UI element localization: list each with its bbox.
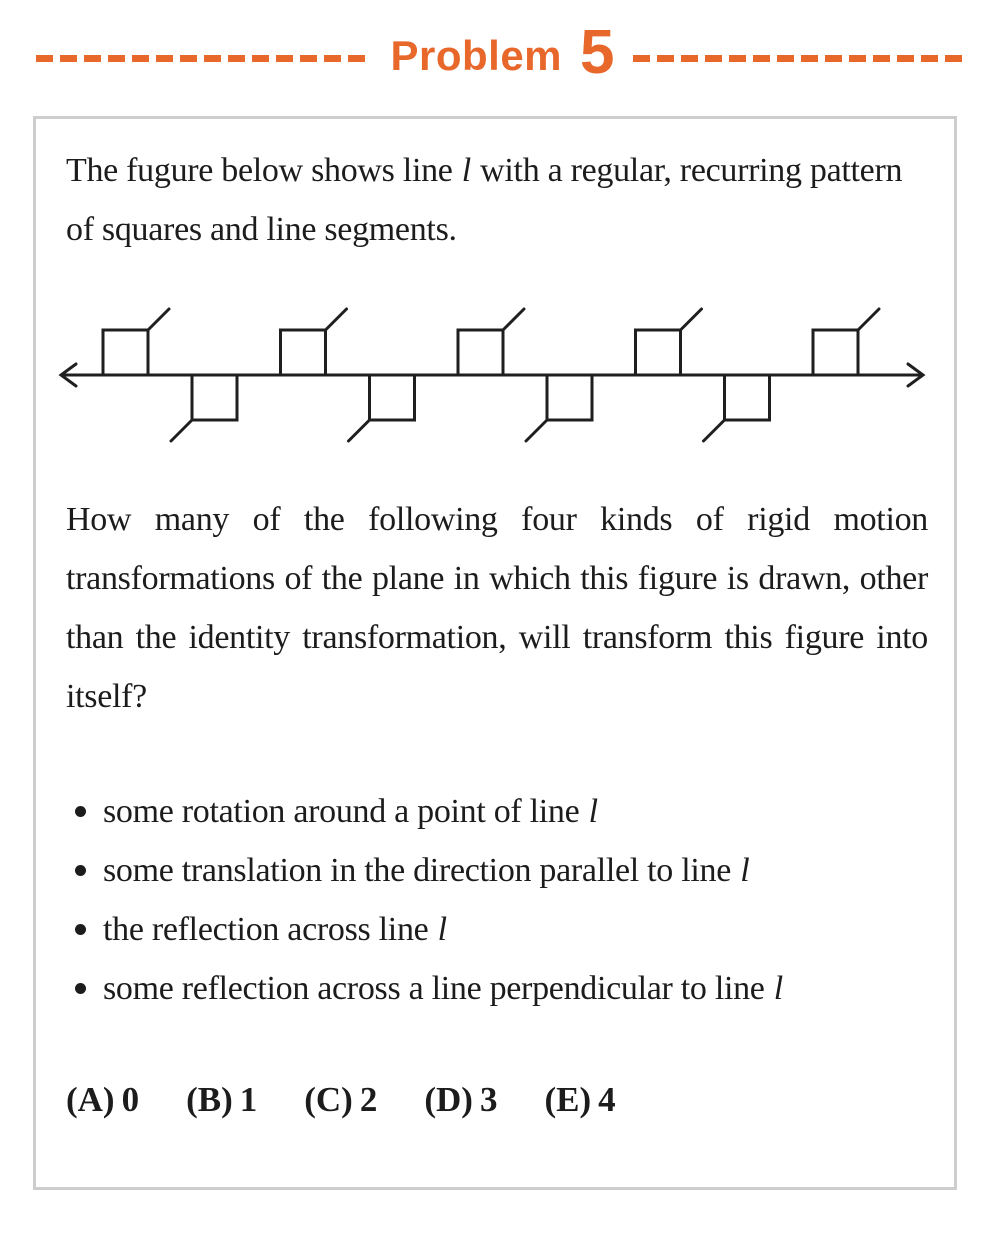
list-item — [66, 959, 928, 1018]
choice-B — [186, 1080, 257, 1120]
pattern-tick-below — [704, 420, 725, 441]
choice-label: (B) — [186, 1080, 233, 1119]
pattern-tick-above — [148, 309, 169, 330]
choice-value: 1 — [239, 1080, 258, 1119]
line-l-symbol: l — [773, 970, 783, 1007]
line-l-symbol: l — [461, 152, 471, 189]
choice-E — [544, 1080, 615, 1120]
pattern-tick-above — [858, 309, 879, 330]
choice-label: (C) — [304, 1080, 353, 1119]
intro-text-before: The fugure below shows line — [66, 152, 461, 189]
bullet-text: some rotation around a point of line — [103, 793, 588, 830]
choice-value: 4 — [598, 1080, 616, 1119]
bullet-text: the reflection across line — [103, 911, 437, 948]
pattern-square-below — [370, 375, 415, 420]
pattern-tick-above — [503, 309, 524, 330]
transformation-list — [66, 782, 928, 1018]
pattern-tick-below — [171, 420, 192, 441]
choice-value: 3 — [479, 1080, 498, 1119]
choice-label: (A) — [66, 1080, 115, 1119]
dashed-rule-left — [36, 55, 372, 62]
intro-text-after: with a regular, recurring pattern of squares and line segments. — [66, 152, 903, 248]
pattern-tick-below — [526, 420, 547, 441]
line-l-symbol: l — [740, 852, 750, 889]
bullet-icon — [75, 924, 86, 935]
bullet-icon — [75, 983, 86, 994]
pattern-square-above — [103, 330, 148, 375]
question-paragraph: How many of the following four kinds of rigid motion transformations of the plane in which this figure is drawn, other than the identity transformation, will transform this figure into itself? — [66, 501, 928, 715]
pattern-tick-above — [681, 309, 702, 330]
bullet-text: some reflection across a line perpendicular to line — [103, 970, 773, 1007]
pattern-square-below — [725, 375, 770, 420]
pattern-square-above — [281, 330, 326, 375]
bullet-icon — [75, 806, 86, 817]
list-item — [66, 900, 928, 959]
problem-header — [0, 16, 1005, 88]
pattern-tick-above — [326, 309, 347, 330]
bullet-icon — [75, 865, 86, 876]
bullet-text: some translation in the direction parallel to line — [103, 852, 740, 889]
problem-title: Problem — [390, 32, 563, 79]
choice-value: 2 — [359, 1080, 378, 1119]
list-item — [66, 841, 928, 900]
pattern-square-above — [458, 330, 503, 375]
choice-A — [66, 1080, 139, 1120]
pattern-square-below — [192, 375, 237, 420]
choice-label: (D) — [424, 1080, 473, 1119]
pattern-tick-below — [349, 420, 370, 441]
pattern-square-above — [636, 330, 681, 375]
line-l-symbol: l — [437, 911, 447, 948]
line-l-symbol: l — [588, 793, 598, 830]
choice-label: (E) — [544, 1080, 592, 1119]
choice-D — [424, 1080, 497, 1120]
problem-box — [33, 116, 957, 1190]
figure-svg — [45, 295, 935, 450]
intro-paragraph — [66, 141, 928, 259]
choice-value: 0 — [121, 1080, 140, 1119]
pattern-square-above — [813, 330, 858, 375]
problem-number: 5 — [580, 18, 615, 87]
dashed-rule-right — [633, 55, 969, 62]
pattern-square-below — [547, 375, 592, 420]
choice-C — [304, 1080, 377, 1120]
answer-choices — [66, 1080, 928, 1120]
list-item — [66, 782, 928, 841]
figure-line-pattern — [45, 295, 935, 450]
